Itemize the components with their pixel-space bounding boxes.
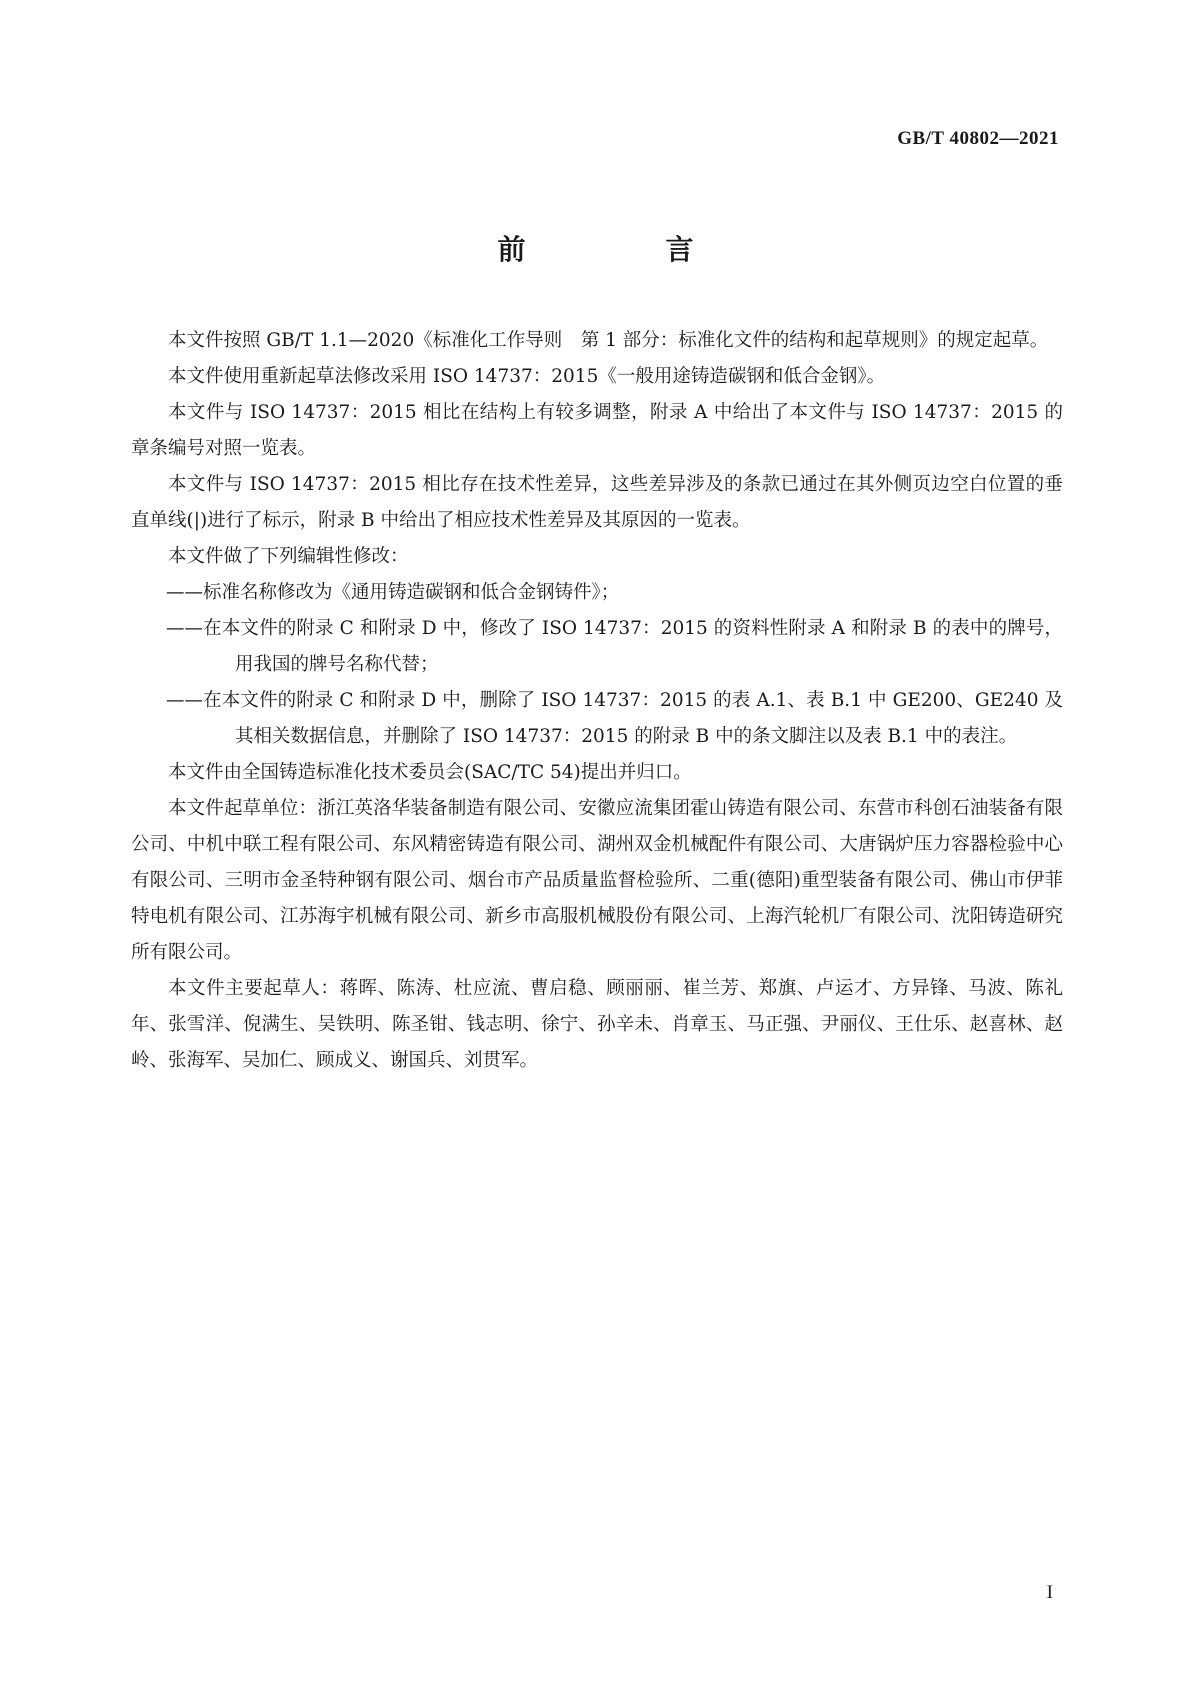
- paragraph-editorial-intro: 本文件做了下列编辑性修改：: [168, 546, 409, 567]
- paragraph-technical-differences: 本文件与 ISO 14737：2015 相比存在技术性差异，这些差异涉及的条款已通过在其外侧页边空白位置的垂直单线(|)进行了标示，附录 B 中给出了相应技术性差异及其原因的一览表。: [131, 474, 1063, 531]
- paragraph-structure-changes: 本文件与 ISO 14737：2015 相比在结构上有较多调整，附录 A 中给出了本文件与 ISO 14737：2015 的章条编号对照一览表。: [131, 402, 1063, 459]
- page-title: 前 言: [497, 233, 750, 266]
- foreword-body: [131, 323, 1063, 1079]
- paragraph-drafting-rules: 本文件按照 GB/T 1.1—2020《标准化工作导则 第 1 部分：标准化文件的结构和起草规则》的规定起草。: [168, 330, 1049, 351]
- paragraph-drafting-units: 本文件起草单位：浙江英洛华装备制造有限公司、安徽应流集团霍山铸造有限公司、东营市科创石油装备有限公司、中机中联工程有限公司、东风精密铸造有限公司、湖州双金机械配件有限公司、大唐锅炉压力容器检验中心有限公司、三明市金圣特种钢有限公司、烟台市产品质量监督检验所、二重(德阳)重型装备有限公司、佛山市伊菲特电机有限公司、江苏海宇机械有限公司、新乡市高服机械股份有限公司、上海汽轮机厂有限公司、沈阳铸造研究所有限公司。: [131, 798, 1063, 963]
- page-number: I: [1046, 1582, 1053, 1603]
- paragraph-proposed-by: 本文件由全国铸造标准化技术委员会(SAC/TC 54)提出并归口。: [168, 762, 692, 783]
- edit-item-title-change: ——标准名称修改为《通用铸造碳钢和低合金钢铸件》；: [166, 582, 620, 603]
- edit-item-grade-names: ——在本文件的附录 C 和附录 D 中，修改了 ISO 14737：2015 的资料性附录 A 和附录 B 的表中的牌号，用我国的牌号名称代替；: [166, 618, 1063, 675]
- paragraph-adoption-method: 本文件使用重新起草法修改采用 ISO 14737：2015《一般用途铸造碳钢和低合金钢》。: [168, 366, 886, 387]
- paragraph-drafters: 本文件主要起草人：蒋晖、陈涛、杜应流、曹启稳、顾丽丽、崔兰芳、郑旗、卢运才、方异锋、马波、陈礼年、张雪洋、倪满生、吴铁明、陈圣钳、钱志明、徐宁、孙辛未、肖章玉、马正强、尹丽仪、王仕乐、赵喜林、赵岭、张海军、吴加仁、顾成义、谢国兵、刘贯军。: [131, 978, 1063, 1071]
- document-code: GB/T 40802—2021: [897, 128, 1059, 149]
- edit-item-deletions: ——在本文件的附录 C 和附录 D 中，删除了 ISO 14737：2015 的表 A.1、表 B.1 中 GE200、GE240 及其相关数据信息，并删除了 ISO 14737：2015 的附录 B 中的条文脚注以及表 B.1 中的表注。: [166, 690, 1063, 747]
